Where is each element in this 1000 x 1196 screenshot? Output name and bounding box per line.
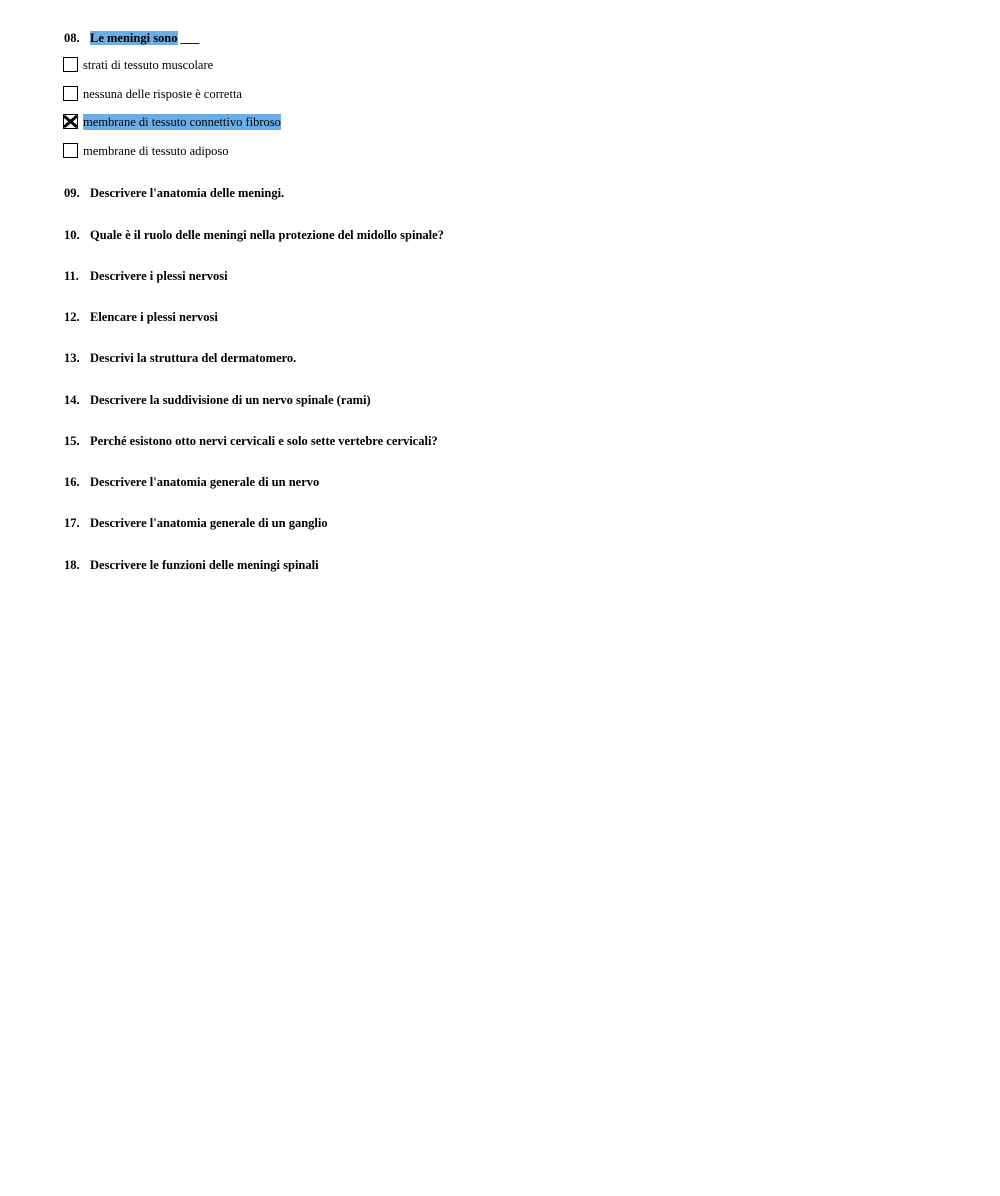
question-text: Descrivere l'anatomia generale di un nervo xyxy=(90,475,320,489)
question-18 xyxy=(64,557,319,573)
question-text: Descrivere l'anatomia delle meningi. xyxy=(90,186,285,200)
checkbox-unchecked-icon[interactable] xyxy=(63,57,78,72)
question-text: Perché esistono otto nervi cervicali e solo sette vertebre cervicali? xyxy=(90,434,438,448)
question-11 xyxy=(64,268,228,284)
checkbox-checked-x-icon[interactable] xyxy=(63,114,78,129)
question-number: 18. xyxy=(64,558,80,572)
option-label: nessuna delle risposte è corretta xyxy=(83,87,242,101)
question-number: 11. xyxy=(64,269,79,283)
question-14 xyxy=(64,392,371,408)
question-number: 13. xyxy=(64,351,80,365)
question-stem-highlighted: Le meningi sono xyxy=(90,31,178,45)
question-text: Descrivere l'anatomia generale di un ganglio xyxy=(90,516,328,530)
question-text: Descrivere la suddivisione di un nervo spinale (rami) xyxy=(90,393,371,407)
option-label-highlighted: membrane di tessuto connettivo fibroso xyxy=(83,115,281,129)
question-number: 15. xyxy=(64,434,80,448)
question-12 xyxy=(64,309,218,325)
question-text: Descrivere le funzioni delle meningi spinali xyxy=(90,558,319,572)
question-text: Elencare i plessi nervosi xyxy=(90,310,218,324)
answer-blank: ___ xyxy=(180,31,200,45)
question-10 xyxy=(64,227,444,243)
question-number: 09. xyxy=(64,186,80,200)
question-text: Descrivi la struttura del dermatomero. xyxy=(90,351,297,365)
option-label: membrane di tessuto adiposo xyxy=(83,144,229,158)
question-number: 16. xyxy=(64,475,80,489)
option-label: strati di tessuto muscolare xyxy=(83,58,214,72)
question-number: 10. xyxy=(64,228,80,242)
question-13 xyxy=(64,350,296,366)
question-number: 08. xyxy=(64,31,80,45)
question-number: 12. xyxy=(64,310,80,324)
x-mark-icon xyxy=(63,114,78,129)
question-number: 17. xyxy=(64,516,80,530)
question-number: 14. xyxy=(64,393,80,407)
checkbox-unchecked-icon[interactable] xyxy=(63,143,78,158)
question-09 xyxy=(64,185,284,201)
question-16 xyxy=(64,474,319,490)
question-text: Descrivere i plessi nervosi xyxy=(90,269,228,283)
question-15 xyxy=(64,433,438,449)
question-08-heading xyxy=(64,30,199,46)
checkbox-unchecked-icon[interactable] xyxy=(63,86,78,101)
question-text: Quale è il ruolo delle meningi nella protezione del midollo spinale? xyxy=(90,228,444,242)
question-17 xyxy=(64,515,328,531)
